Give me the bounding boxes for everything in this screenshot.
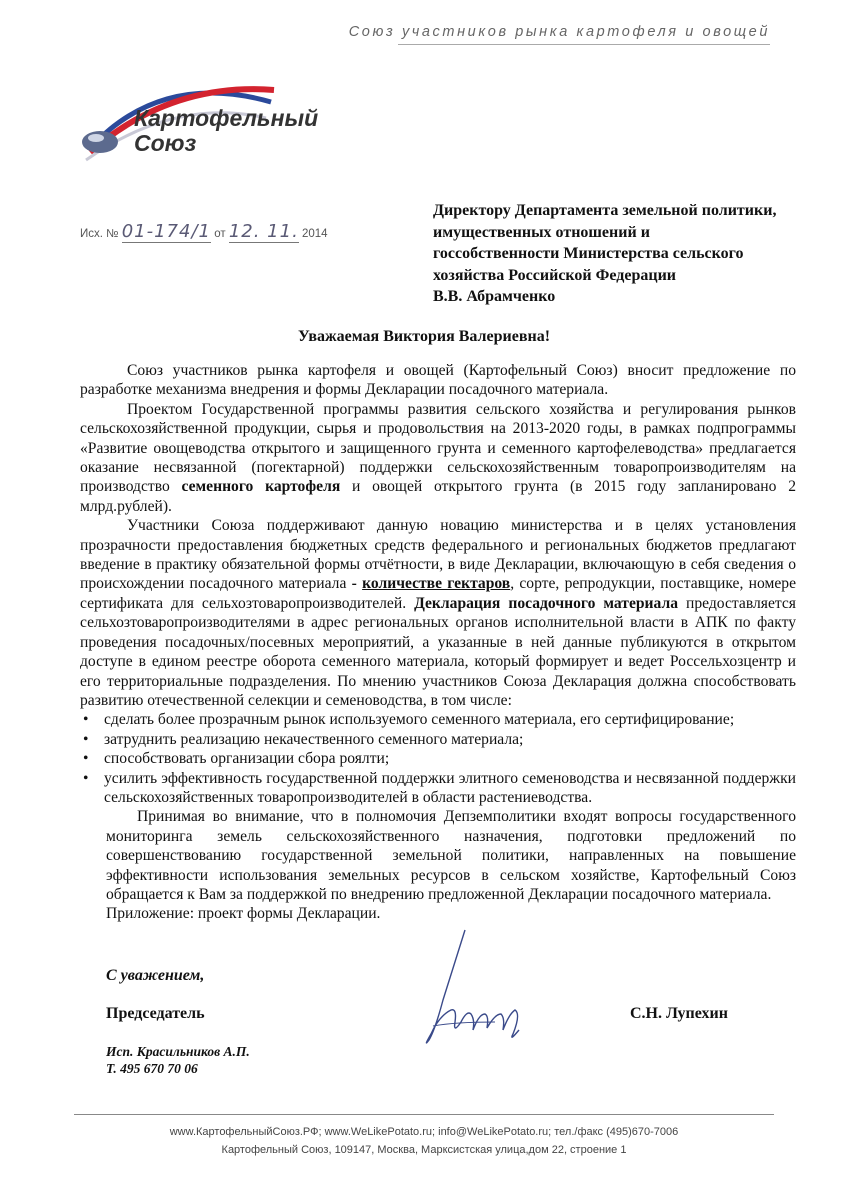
kartofelny-soyuz-logo (76, 82, 319, 172)
outgoing-reference (80, 221, 328, 243)
executor-phone: Т. 495 670 70 06 (106, 1061, 198, 1076)
header-tagline: Союз участников рынка картофеля и овощей (348, 24, 770, 40)
paragraph-2: Проектом Государственной программы развития сельского хозяйства и регулирования рынков сельскохозяйственной продукции, сырья и продовольствия на 2013-2020 годы, в рамках подпрограммы «Развитие овощеводства открытого и защищенного грунта и семенного картофелеводства» предлагается оказание несвязанной (погектарной) поддержки сельскохозяйственным товаропроизводителям на производство семенного картофеля и овощей открытого грунта (в 2015 году запланировано 2 млрд.рублей). (80, 400, 796, 515)
addressee-line: Директору Департамента земельной политики, (433, 202, 777, 219)
addressee-line: хозяйства Российской Федерации (433, 266, 677, 284)
ref-year: 2014 (302, 228, 328, 240)
header-divider (398, 44, 770, 45)
attachment-note: Приложение: проект формы Декларации. (106, 905, 381, 923)
list-item: • сделать более прозрачным рынок используемого семенного материала, его сертифицирование; (83, 711, 735, 729)
handwritten-signature (395, 930, 535, 1060)
list-item: • способствовать организации сбора роялти; (83, 750, 390, 768)
ref-date: 12. 11. (228, 221, 299, 242)
list-item: • затруднить реализацию некачественного семенного материала; (83, 730, 524, 748)
footer-address: Картофельный Союз, 109147, Москва, Марксистская улица,дом 22, строение 1 (221, 1144, 627, 1156)
logo-title-line1: Картофельный (134, 105, 319, 131)
paragraph-4: Принимая во внимание, что в полномочия Депземполитики входят вопросы государственного мониторинга земель сельскохозяйственного назначения, подготовки предложений по совершенствованию государственной земельной политики, направленных на повышение эффективности использования земельных ресурсов в сельском хозяйстве, Картофельный Союз обращается к Вам за поддержкой по внедрению предложенной Декларации посадочного материала. (106, 808, 796, 903)
proposal-list (80, 710, 796, 807)
list-item: • усилить эффективность государственной поддержки элитного семеноводства и несвязанной поддержки сельскохозяйственных товаропроизводителей в области растениеводства. (83, 769, 796, 806)
addressee-line: госсобственности Министерства сельского (433, 245, 744, 262)
ref-from: от (214, 228, 226, 240)
footer-divider (74, 1114, 774, 1115)
signer-position: Председатель (106, 1005, 205, 1022)
paragraph-1: Союз участников рынка картофеля и овощей (Картофельный Союз) вносит предложение по разработке механизма внедрения и формы Декларации посадочного материала. (80, 362, 796, 399)
ref-number: 01-174/1 (121, 221, 211, 242)
greeting: Уважаемая Виктория Валериевна! (297, 328, 551, 345)
addressee-line: имущественных отношений и (433, 223, 650, 241)
logo-title-line2: Союз (134, 130, 197, 156)
paragraph-3: Участники Союза поддерживают данную новацию министерства и в целях установления прозрачности предоставления бюджетных средств федерального и региональных бюджетов предлагают введение в практику обязательной формы отчётности, в виде Декларации, включающую в себя сведения о происхождении посадочного материала - количестве гектаров, сорте, репродукции, поставщике, номере сертификата для сельхозтоваропроизводителей. Декларация посадочного материала предоставляется сельхозтоваропроизводителями в адрес региональных органов исполнительной власти в АПК по факту проведения посадочных/посевных мероприятий, а указанные в ней данные публикуются в открытом доступе в едином реестре оборота семенного материала, который формирует и ведет Россельхозцентр и его территориальные подразделения. По мнению участников Союза Декларация должна способствовать развитию отечественной селекции и семеноводства, в том числе: (80, 517, 796, 709)
executor-name: Исп. Красильников А.П. (106, 1044, 250, 1059)
letter-body (80, 361, 796, 924)
addressee-block (433, 200, 813, 308)
signer-name: С.Н. Лупехин (630, 1005, 728, 1022)
ref-prefix: Исх. № (80, 228, 119, 240)
closing-regards: С уважением, (106, 967, 205, 984)
executor-block (106, 1043, 250, 1077)
addressee-line: В.В. Абрамченко (433, 288, 556, 305)
footer-contacts: www.КартофельныйСоюз.РФ; www.WeLikePotato.ru; info@WeLikePotato.ru; тел./факс (495)670-7006 (169, 1126, 679, 1138)
